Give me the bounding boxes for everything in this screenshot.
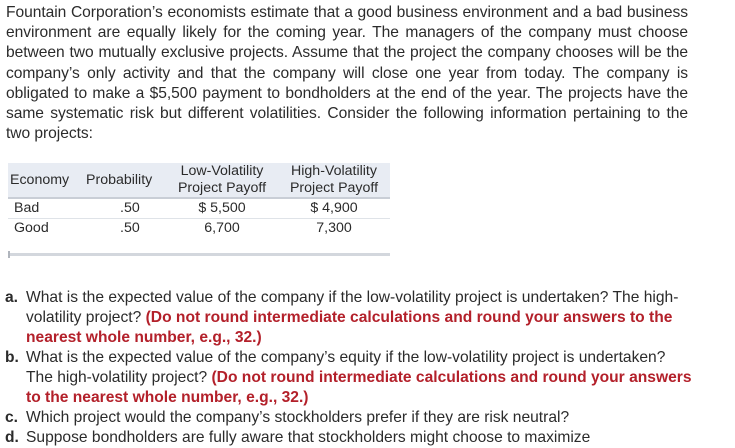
- question-list: [5, 288, 695, 448]
- question-label: d.: [5, 429, 19, 446]
- question-text: What is the expected value of the company if the low-volatility project is undertaken? The high-volatility project?: [26, 289, 679, 326]
- question-b: [5, 348, 695, 408]
- question-a: [5, 288, 695, 348]
- cell-high-payoff: $ 4,900: [278, 198, 390, 219]
- header-low-line2: Project Payoff: [177, 180, 267, 196]
- header-probability: Probability: [86, 163, 166, 198]
- question-c: [5, 408, 695, 428]
- question-label: a.: [5, 289, 19, 306]
- header-high-line2: Project Payoff: [289, 180, 379, 196]
- question-text: Suppose bondholders are fully aware that stockholders might choose to maximize: [26, 429, 591, 446]
- question-label: b.: [5, 349, 19, 366]
- table-header-row: [8, 163, 390, 198]
- header-high-volatility: [278, 163, 390, 198]
- table-row: [8, 219, 390, 239]
- question-instruction: (Do not round intermediate calculations and round your answers to the nearest whole number, e.g., 32.): [26, 369, 692, 406]
- cell-low-payoff: 6,700: [204, 220, 240, 236]
- cell-low-payoff: $ 5,500: [166, 198, 278, 219]
- header-low-line1: Low-Volatility: [180, 163, 264, 179]
- question-label: c.: [5, 409, 19, 426]
- header-high-line1: High-Volatility: [291, 163, 377, 179]
- header-economy: Economy: [8, 163, 86, 198]
- question-instruction: (Do not round intermediate calculations and round your answers to the nearest whole number, e.g., 32.): [26, 309, 673, 346]
- question-d: [5, 428, 695, 448]
- cell-probability: .50: [120, 220, 140, 236]
- payoff-table-container: [8, 163, 390, 238]
- question-text: Which project would the company’s stockholders prefer if they are risk neutral?: [26, 409, 570, 426]
- cell-probability: .50: [86, 198, 166, 219]
- table-row: [8, 198, 390, 219]
- cell-economy: Bad: [8, 198, 86, 219]
- cell-high-payoff: 7,300: [316, 220, 352, 236]
- table-bottom-rule: [8, 253, 390, 256]
- table-bottom-tick: [8, 251, 10, 258]
- header-low-volatility: [166, 163, 278, 198]
- problem-intro-paragraph: Fountain Corporation’s economists estimate that a good business environment and a bad business environment are equally likely for the coming year. The managers of the company must choose between two mutually exclusive projects. Assume that the project the company chooses will be the company’s only activity and that the company will close one year from today. The company is obligated to make a $5,500 payment to bondholders at the end of the year. The projects have the same systematic risk but different volatilities. Consider the following information pertaining to the two projects:: [6, 4, 688, 143]
- cell-economy: Good: [14, 220, 49, 236]
- question-text: What is the expected value of the company’s equity if the low-volatility project is undertaken? The high-volatility project?: [26, 349, 666, 386]
- payoff-table: [8, 163, 390, 238]
